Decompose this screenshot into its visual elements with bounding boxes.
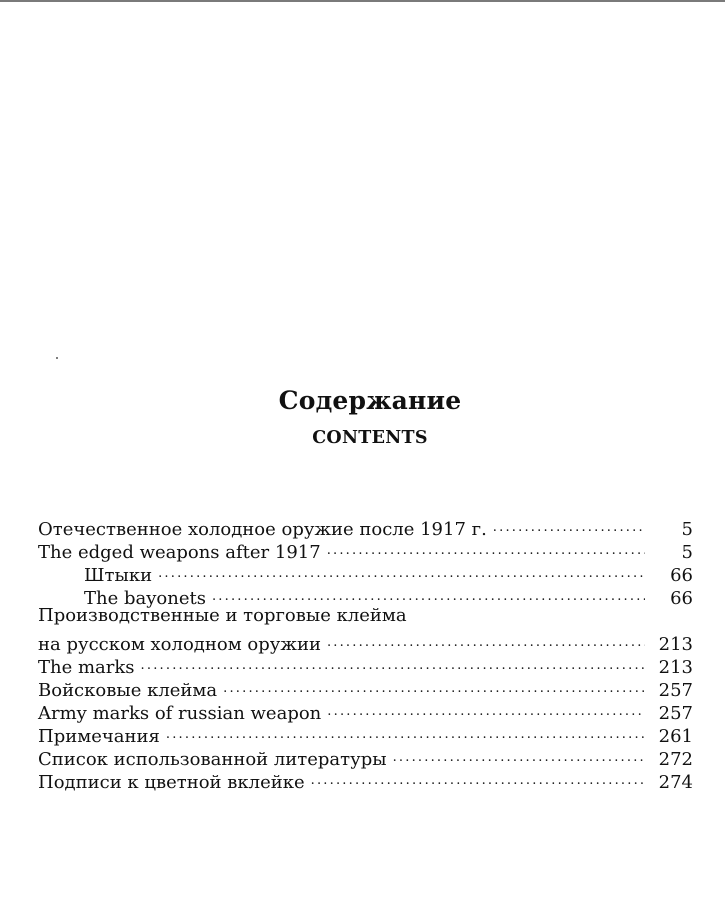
top-border-line [0,0,725,2]
toc-leader-dots [327,535,645,558]
toc-entry-title: Подписи к цветной вклейке [38,772,305,793]
toc-entry-title: The bayonets [84,588,206,609]
toc-leader-dots [327,627,645,650]
toc-entry-page: 5 [681,519,693,540]
toc-leader-dots [166,719,645,742]
toc-leader-dots [158,558,645,581]
toc-entry-page: 272 [658,749,693,770]
toc-entry-title: Производственные и торговые клейма [38,605,407,626]
toc-entry-page: 213 [658,634,693,655]
toc-leader-dots [141,650,645,673]
toc-entry-page: 257 [658,703,693,724]
toc-entry [38,604,693,627]
table-of-contents [38,512,693,793]
toc-entry [38,742,693,770]
toc-entry [38,673,693,701]
toc-entry-page: 213 [658,657,693,678]
toc-entry [38,581,693,609]
toc-entry-page: 261 [658,726,693,747]
toc-leader-dots [212,581,645,604]
toc-entry-page: 274 [658,772,693,793]
toc-entry-page: 66 [670,588,693,609]
toc-entry-title: на русском холодном оружии [38,634,321,655]
toc-leader-dots [311,765,645,788]
toc-leader-dots [393,742,645,765]
page-title-english: CONTENTS [312,428,428,448]
toc-entry-title: Список использованной литературы [38,749,387,770]
toc-entry-title: Army marks of russian weapon [38,703,322,724]
toc-entry [38,650,693,678]
toc-entry [38,512,693,540]
scan-speck [56,357,58,359]
toc-entry-page: 5 [681,542,693,563]
toc-entry [38,535,693,563]
toc-entry-title: Войсковые клейма [38,680,218,701]
toc-entry [38,696,693,724]
toc-entry [38,765,693,793]
toc-entry [38,558,693,586]
toc-entry [38,719,693,747]
toc-entry-title: Примечания [38,726,160,747]
toc-entry [38,627,693,655]
page-title-russian: Содержание [278,386,462,415]
toc-leader-dots [327,696,645,719]
toc-entry-title: Штыки [84,565,153,586]
toc-entry-title: The edged weapons after 1917 [38,542,321,563]
toc-leader-dots [493,512,645,535]
toc-entry-title: The marks [38,657,135,678]
toc-entry-page: 66 [670,565,693,586]
toc-entry-title: Отечественное холодное оружие после 1917 г. [38,519,487,540]
toc-entry-page: 257 [658,680,693,701]
toc-leader-dots [223,673,645,696]
